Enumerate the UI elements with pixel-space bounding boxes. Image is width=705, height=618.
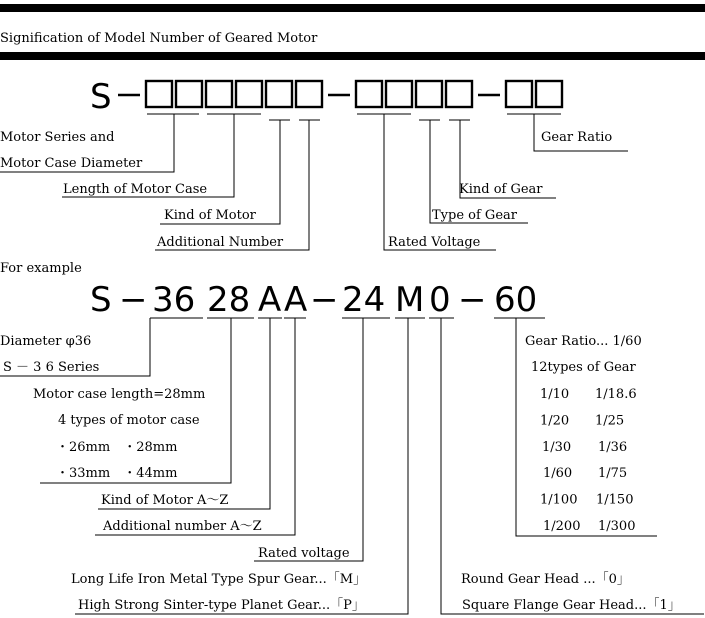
- gear-ratio-cell: 1/200: [543, 519, 581, 534]
- gear-ratio-cell: 1/150: [596, 492, 634, 508]
- title-bar: [0, 52, 705, 60]
- gear-ratio-table: [540, 387, 637, 534]
- example-additional-number: Additional number A～Z: [103, 519, 262, 534]
- example-code-s: S: [90, 280, 112, 320]
- example-case-length: Motor case length=28mm: [33, 387, 206, 402]
- example-code-dash-1: −: [119, 280, 148, 320]
- example-code-diameter: 36: [152, 280, 196, 320]
- label-kind-of-gear: Kind of Gear: [459, 182, 543, 197]
- page-title: Signification of Model Number of Geared Motor: [0, 31, 318, 46]
- example-planet-gear: High Strong Sinter-type Planet Gear...「P」: [78, 598, 365, 613]
- label-gear-ratio: Gear Ratio: [541, 130, 613, 145]
- top-bar: [0, 4, 705, 12]
- template-boxes-group-3: [506, 81, 562, 107]
- example-code-gear-type: M: [395, 280, 425, 320]
- template-box: [356, 81, 382, 107]
- example-code-kind: A: [258, 280, 282, 320]
- label-type-of-gear: Type of Gear: [432, 208, 517, 223]
- example-code: [90, 280, 537, 320]
- example-spur-gear: Long Life Iron Metal Type Spur Gear...「M」: [71, 572, 367, 587]
- template-prefix: S: [90, 77, 112, 117]
- example-diameter: Diameter φ36: [0, 334, 92, 349]
- example-code-length: 28: [207, 280, 251, 320]
- gear-ratio-cell: 1/300: [598, 519, 636, 534]
- gear-ratio-cell: 1/10: [540, 387, 570, 402]
- template-box: [266, 81, 292, 107]
- example-gear-ratio-value: Gear Ratio... 1/60: [525, 334, 642, 349]
- template-boxes-group-2: [356, 81, 472, 107]
- example-code-dash-2: −: [310, 280, 339, 320]
- gear-ratio-cell: 1/25: [595, 413, 625, 429]
- example-kind-of-motor: Kind of Motor A～Z: [101, 493, 229, 508]
- template-box: [206, 81, 232, 107]
- template-box: [296, 81, 322, 107]
- gear-ratio-cell: 1/36: [598, 439, 628, 455]
- gear-ratio-cell: 1/100: [540, 492, 578, 508]
- example-case-row-2: ・33mm ・44mm: [56, 466, 178, 481]
- template-box: [236, 81, 262, 107]
- label-rated-voltage: Rated Voltage: [388, 235, 481, 250]
- template-boxes-group-1: [146, 81, 322, 107]
- example-code-ratio: 60: [494, 280, 538, 320]
- example-code-voltage: 24: [342, 280, 386, 320]
- example-heading: For example: [0, 261, 82, 276]
- template-box: [176, 81, 202, 107]
- template-box: [416, 81, 442, 107]
- template-box: [386, 81, 412, 107]
- example-case-row-1: ・26mm ・28mm: [56, 440, 178, 455]
- label-motor-series-line1: Motor Series and: [0, 130, 115, 145]
- gear-ratio-cell: 1/60: [543, 466, 573, 482]
- example-rated-voltage: Rated voltage: [258, 546, 350, 561]
- label-motor-series-line2: Motor Case Diameter: [0, 156, 143, 171]
- example-gear-types: 12types of Gear: [531, 360, 636, 375]
- example-code-gear-kind: 0: [429, 280, 451, 320]
- gear-ratio-cell: 1/20: [540, 413, 570, 429]
- template-box: [446, 81, 472, 107]
- example-case-types: 4 types of motor case: [58, 413, 200, 428]
- label-kind-of-motor: Kind of Motor: [164, 208, 256, 223]
- example-code-dash-3: −: [458, 280, 487, 320]
- template-box: [146, 81, 172, 107]
- label-length-of-motor-case: Length of Motor Case: [63, 182, 208, 197]
- gear-ratio-cell: 1/75: [598, 466, 628, 482]
- template-box: [506, 81, 532, 107]
- template-box: [536, 81, 562, 107]
- example-square-flange-gear-head: Square Flange Gear Head...「1」: [462, 598, 681, 613]
- example-code-additional: A: [284, 280, 308, 320]
- gear-ratio-cell: 1/30: [542, 439, 572, 455]
- example-series: S － 3 6 Series: [3, 360, 100, 375]
- label-additional-number: Additional Number: [157, 235, 284, 250]
- gear-ratio-cell: 1/18.6: [595, 387, 637, 402]
- leader-ratio-example: [516, 318, 657, 536]
- example-round-gear-head: Round Gear Head ...「0」: [461, 572, 630, 587]
